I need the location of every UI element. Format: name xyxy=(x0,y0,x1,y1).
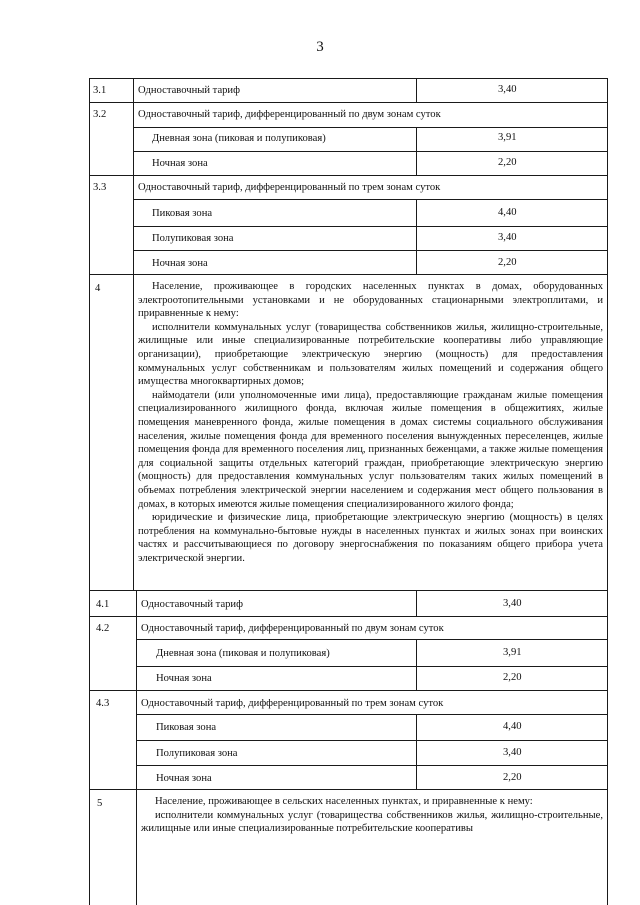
zone-value: 3,91 xyxy=(498,132,517,143)
row-number: 4.2 xyxy=(96,623,110,634)
zone-label: Полупиковая зона xyxy=(156,748,238,759)
zone-label: Пиковая зона xyxy=(152,208,213,219)
page-number: 3 xyxy=(316,39,324,55)
zone-value: 3,40 xyxy=(503,747,522,758)
tariff-value: 3,40 xyxy=(498,84,517,95)
tariff-label: Одноставочный тариф xyxy=(138,85,240,96)
row-number: 3.3 xyxy=(93,182,107,193)
row-number: 5 xyxy=(97,798,103,809)
paragraph: юридические и физические лица, приобретающие электрическую энергию (мощность) в целях потребления на коммунально-бытовые нужды в населенных пунктах и жилых зонах при воинских частях и рассчитывающиеся по договору энергоснабжения по показаниям общего прибора учета электрической энергии. xyxy=(138,512,603,564)
zone-label: Дневная зона (пиковая и полупиковая) xyxy=(152,133,326,144)
tariff-label: Одноставочный тариф, дифференцированный по трем зонам суток xyxy=(138,182,441,193)
zone-label: Ночная зона xyxy=(152,258,208,269)
zone-label: Ночная зона xyxy=(152,158,208,169)
tariff-label: Одноставочный тариф xyxy=(141,599,243,610)
zone-label: Полупиковая зона xyxy=(152,233,234,244)
tariff-label: Одноставочный тариф, дифференцированный по двум зонам суток xyxy=(138,109,441,120)
zone-value: 3,40 xyxy=(498,232,517,243)
paragraph: наймодатели (или уполномоченные ими лица), предоставляющие гражданам жилые помещения специализированного жилищного фонда, включая жилые помещения в общежитиях, жилые помещения маневренного фонда, жилые помещения в домах системы социального обслуживания населения, жилые помещения фонда для временного поселения вынужденных переселенцев, жилые помещения фонда для временного поселения лиц, признанных беженцами, а также жилые помещения для социальной защиты отдельных категорий граждан, приобретающие электрическую энергию (мощность) для предоставления коммунальных услуг пользователям таких жилых помещений в объемах потребления электрической энергии населением и содержания мест общего пользования в домах, в которых имеются жилые помещения специализированного жилого фонда; xyxy=(138,389,603,510)
zone-value: 3,91 xyxy=(503,647,522,658)
tariff-label: Одноставочный тариф, дифференцированный по двум зонам суток xyxy=(141,623,444,634)
paragraph: Население, проживающее в сельских населенных пунктах, и приравненные к нему: xyxy=(155,796,533,807)
row-number: 4 xyxy=(95,283,101,294)
paragraph: Население, проживающее в городских населенных пунктах в домах, оборудованных электроотопительными установками и не оборудованных стационарными электроплитами, и приравненные к нему: xyxy=(138,281,603,320)
row-number: 4.3 xyxy=(96,698,110,709)
zone-value: 2,20 xyxy=(503,672,522,683)
row-number: 4.1 xyxy=(96,599,110,610)
zone-value: 2,20 xyxy=(498,157,517,168)
zone-value: 4,40 xyxy=(498,207,517,218)
zone-value: 2,20 xyxy=(503,772,522,783)
zone-label: Дневная зона (пиковая и полупиковая) xyxy=(156,648,330,659)
zone-label: Пиковая зона xyxy=(156,722,217,733)
zone-value: 4,40 xyxy=(503,721,522,732)
zone-label: Ночная зона xyxy=(156,773,212,784)
tariff-label: Одноставочный тариф, дифференцированный по трем зонам суток xyxy=(141,698,444,709)
paragraph: исполнители коммунальных услуг (товарищества собственников жилья, жилищно-строительные, жилищные или иные специализированные потребительские кооперативы либо управляющие организации), приобретающие электрическую энергию (мощность) для предоставления коммунальных услуг собственникам и пользователям жилых помещений и содержания общего имущества многоквартирных домов; xyxy=(138,321,603,388)
zone-value: 2,20 xyxy=(498,257,517,268)
category-description xyxy=(138,280,603,565)
row-number: 3.2 xyxy=(93,109,107,120)
paragraph: исполнители коммунальных услуг (товарищества собственников жилья, жилищно-строительные, жилищные или иные специализированные потребительские кооперативы xyxy=(141,809,603,835)
tariff-value: 3,40 xyxy=(503,598,522,609)
row-number: 3.1 xyxy=(93,85,107,96)
category-description xyxy=(141,795,603,836)
zone-label: Ночная зона xyxy=(156,673,212,684)
